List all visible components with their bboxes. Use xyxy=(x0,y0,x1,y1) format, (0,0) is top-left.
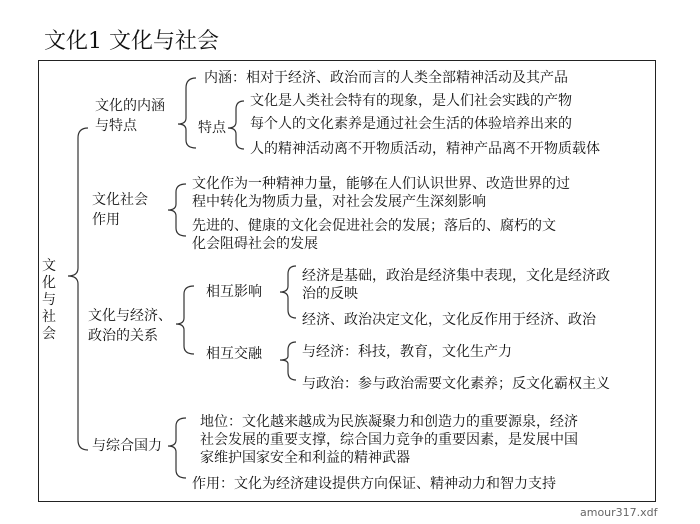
features-bracket xyxy=(228,101,244,149)
influence-point-1-line2: 治的反映 xyxy=(302,286,358,302)
influence-bracket xyxy=(280,266,296,318)
feature-item: 文化是人类社会特有的现象，是人们社会实践的产物 xyxy=(250,93,572,109)
influence-point-2: 经济、政治决定文化，文化反作用于经济、政治 xyxy=(302,312,596,328)
role-point-2-line2: 化会阻碍社会的发展 xyxy=(192,236,318,252)
interaction-point-economy: 与经济：科技，教育，文化生产力 xyxy=(302,344,512,360)
connotation-bracket xyxy=(178,78,196,148)
role-point-1-line1: 文化作为一种精神力量，能够在人们认识世界、改造世界的过 xyxy=(192,176,570,192)
mutual-influence-label: 相互影响 xyxy=(206,284,262,300)
feature-item: 每个人的文化素养是通过社会生活的体验培养出来的 xyxy=(250,116,572,132)
interaction-bracket xyxy=(280,342,296,380)
role-point-2-line1: 先进的、健康的文化会促进社会的发展；落后的、腐朽的文 xyxy=(192,218,556,234)
power-status-line1: 地位：文化越来越成为民族凝聚力和创造力的重要源泉，经济 xyxy=(200,414,578,430)
interaction-label: 相互交融 xyxy=(206,346,262,362)
connotation-meaning: 内涵：相对于经济、政治而言的人类全部精神活动及其产品 xyxy=(204,70,568,86)
role-label-line2: 作用 xyxy=(92,212,120,228)
relation-label-line2: 政治的关系 xyxy=(88,328,158,344)
power-bracket xyxy=(168,418,186,478)
connotation-label-line1: 文化的内涵 xyxy=(95,98,165,114)
power-status-line2: 社会发展的重要支撑，综合国力竞争的重要因素，是发展中国 xyxy=(200,432,578,448)
root-bracket xyxy=(68,128,88,450)
role-bracket xyxy=(168,184,186,236)
influence-point-1-line1: 经济是基础，政治是经济集中表现，文化是经济政 xyxy=(302,268,610,284)
page-title: 文化1 文化与社会 xyxy=(44,29,219,54)
role-point-1-line2: 程中转化为物质力量，对社会发展产生深刻影响 xyxy=(192,194,486,210)
root-label: 文化与社会 xyxy=(42,258,56,342)
connotation-label-line2: 与特点 xyxy=(95,118,137,134)
relation-label-line1: 文化与经济、 xyxy=(88,308,172,324)
role-label-line1: 文化社会 xyxy=(92,192,148,208)
watermark: amour317.xdf xyxy=(580,506,658,519)
power-status-line3: 家维护国家安全和利益的精神武器 xyxy=(200,450,410,466)
interaction-point-politics: 与政治：参与政治需要文化素养；反文化霸权主义 xyxy=(302,376,610,392)
relation-bracket xyxy=(176,286,194,354)
features-label: 特点 xyxy=(198,120,226,136)
national-power-label: 与综合国力 xyxy=(92,438,162,454)
power-function: 作用：文化为经济建设提供方向保证、精神动力和智力支持 xyxy=(192,476,556,492)
feature-item: 人的精神活动离不开物质活动，精神产品离不开物质载体 xyxy=(250,141,600,157)
